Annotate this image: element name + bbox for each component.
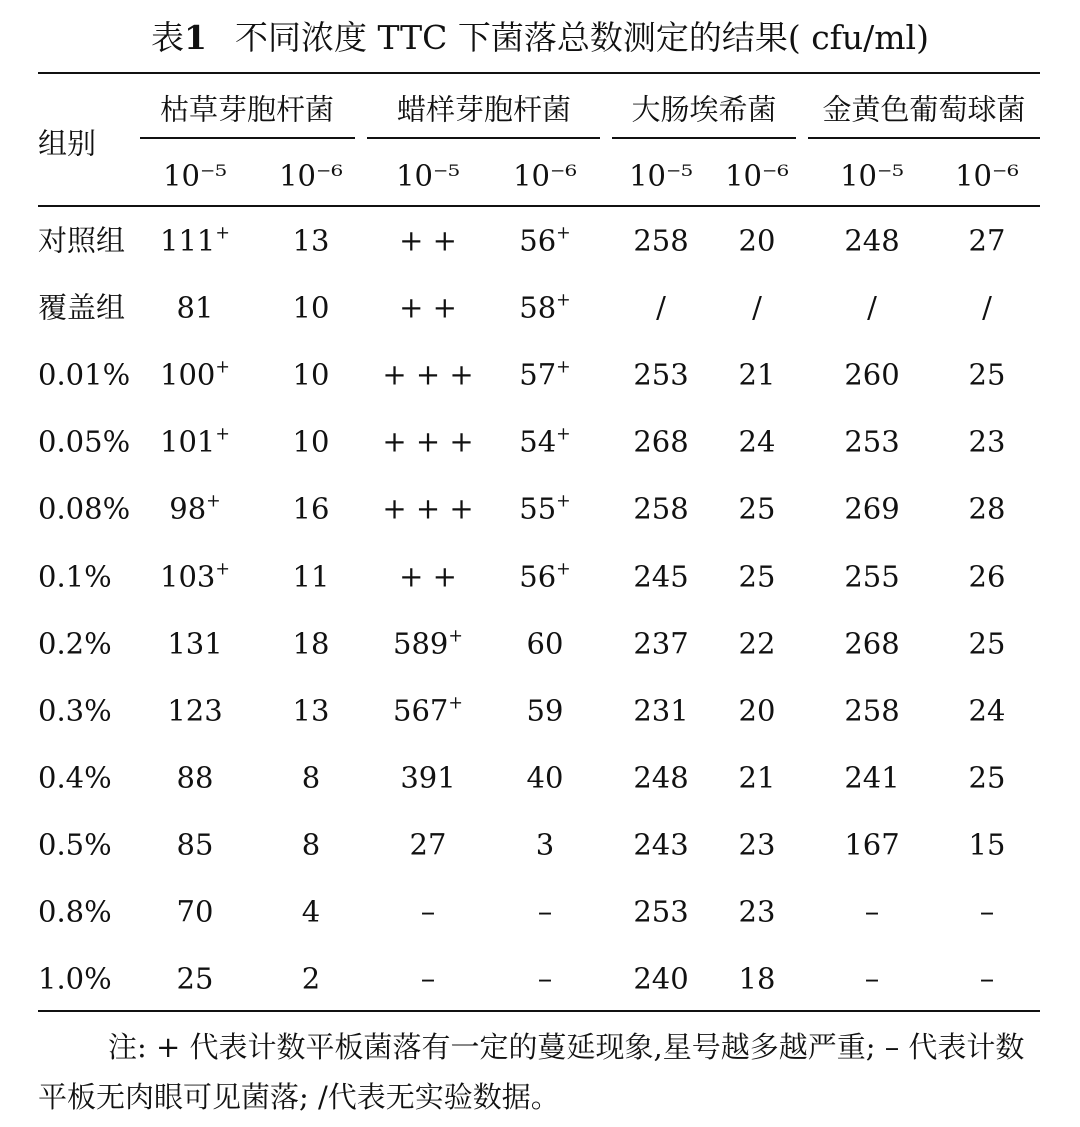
table-cell	[519, 290, 571, 325]
row-group-label: 0.01%	[38, 357, 131, 392]
cell-value: 59	[526, 693, 564, 728]
table-cell	[968, 424, 1006, 459]
bacteria-header: 金黄色葡萄球菌	[822, 92, 1026, 127]
cell-value: 25	[738, 559, 776, 593]
cell-value: 100	[160, 357, 216, 392]
table-cell	[752, 290, 762, 325]
cell-value: –	[420, 961, 436, 996]
table-cell	[738, 357, 776, 392]
cell-value: 101	[160, 424, 216, 459]
table-cell	[844, 559, 900, 593]
table-cell	[864, 961, 880, 996]
cell-value: 16	[292, 491, 330, 526]
table-cell	[738, 559, 776, 593]
table-cell	[844, 424, 900, 459]
cell-value: 54	[519, 424, 557, 459]
cell-value: + + +	[382, 357, 474, 392]
cell-value: 56	[519, 223, 557, 258]
cell-value: 21	[738, 760, 776, 795]
cell-value: 70	[176, 894, 214, 929]
table-cell	[633, 693, 689, 728]
table-cell	[519, 357, 571, 392]
table-note: 注: + 代表计数平板菌落有一定的蔓延现象,星号越多越严重; – 代表计数平板无肉眼可见菌落; /代表无实验数据。	[38, 1030, 1025, 1114]
cell-value: 243	[633, 827, 689, 862]
dilution-header: 10⁻⁶	[513, 158, 577, 193]
cell-value: + + +	[382, 491, 474, 526]
table-cell	[292, 559, 330, 593]
cell-value: 10	[292, 424, 330, 459]
cell-value: 25	[968, 760, 1006, 795]
cell-value: 13	[292, 693, 330, 728]
spread-marker: +	[215, 424, 230, 445]
cell-value: 23	[968, 424, 1006, 459]
table-cell	[968, 760, 1006, 795]
table-cell	[844, 693, 900, 728]
table-cell	[399, 290, 457, 325]
cell-value: 253	[844, 424, 900, 459]
row-group-label: 1.0%	[38, 961, 112, 996]
table-cell	[292, 491, 330, 526]
cell-value: 268	[844, 626, 900, 661]
cell-value: 40	[526, 760, 564, 795]
table-cell	[844, 760, 900, 795]
table-cell	[420, 894, 436, 929]
group-column-header: 组别	[38, 126, 97, 161]
table-cell	[979, 961, 995, 996]
cell-value: 258	[633, 223, 689, 258]
cell-value: 60	[526, 626, 564, 661]
table-cell	[526, 693, 564, 728]
dilution-header: 10⁻⁶	[279, 158, 343, 193]
bacteria-header: 蜡样芽胞杆菌	[396, 92, 572, 127]
table-cell	[167, 626, 223, 661]
spread-marker: +	[556, 290, 571, 311]
subrule-bacillus-cereus	[367, 137, 600, 139]
table-cell	[633, 827, 689, 862]
table-cell	[633, 357, 689, 392]
table-cell	[382, 491, 474, 526]
table-cell	[393, 625, 463, 661]
spread-marker: +	[556, 424, 571, 445]
cell-value: 241	[844, 760, 900, 795]
table-cell	[292, 424, 330, 459]
cell-value: + +	[399, 290, 457, 325]
table-cell	[968, 223, 1006, 258]
cell-value: 253	[633, 894, 689, 929]
cell-value: /	[752, 290, 762, 325]
table-cell	[738, 223, 776, 258]
table-cell	[633, 491, 689, 526]
spread-marker: +	[556, 558, 571, 579]
table-cell	[176, 827, 214, 862]
cell-value: 85	[176, 827, 214, 862]
table-cell	[393, 693, 463, 728]
dilution-header: 10⁻⁵	[629, 158, 693, 193]
table-cell	[292, 693, 330, 728]
table-number: 1	[184, 18, 207, 57]
table-cell	[633, 223, 689, 258]
cell-value: 258	[633, 491, 689, 526]
cell-value: 27	[409, 827, 447, 862]
table-cell	[738, 894, 776, 929]
cell-value: + + +	[382, 424, 474, 459]
table-cell	[537, 961, 553, 996]
table-cell	[844, 827, 900, 862]
table-cell	[844, 223, 900, 258]
row-group-label: 覆盖组	[38, 290, 126, 325]
cell-value: 25	[968, 626, 1006, 661]
cell-value: 25	[176, 961, 214, 996]
row-group-label: 0.5%	[38, 827, 112, 862]
cell-value: 22	[738, 626, 776, 661]
table-cell	[400, 760, 456, 795]
row-group-label: 0.3%	[38, 693, 112, 728]
spread-marker: +	[556, 357, 571, 378]
cell-value: 56	[519, 559, 557, 593]
table-cell	[292, 626, 330, 661]
table-cell	[176, 290, 214, 325]
cell-value: 24	[738, 424, 776, 459]
table-cell	[526, 626, 564, 661]
table-cell	[738, 693, 776, 728]
cell-value: 248	[844, 223, 900, 258]
bacteria-header: 大肠埃希菌	[631, 92, 777, 127]
dilution-header: 10⁻⁵	[840, 158, 904, 193]
cell-value: 23	[738, 894, 776, 929]
table-cell	[633, 626, 689, 661]
cell-value: 260	[844, 357, 900, 392]
header-rule	[38, 205, 1040, 207]
cell-value: 26	[968, 559, 1006, 593]
cell-value: –	[979, 894, 995, 929]
cell-value: 111	[160, 223, 216, 258]
table-cell	[867, 290, 877, 325]
cell-value: 23	[738, 827, 776, 862]
table-cell	[738, 827, 776, 862]
table-cell	[399, 559, 457, 593]
cell-value: 88	[176, 760, 214, 795]
table-cell	[738, 626, 776, 661]
cell-value: 28	[968, 491, 1006, 526]
cell-value: 81	[176, 290, 214, 325]
cell-value: 18	[292, 626, 330, 661]
cell-value: 57	[519, 357, 557, 392]
table-title	[0, 14, 1080, 62]
row-group-label: 0.08%	[38, 491, 131, 526]
cell-value: 21	[738, 357, 776, 392]
table-cell	[169, 491, 221, 526]
dilution-header: 10⁻⁶	[955, 158, 1019, 193]
cell-value: 258	[844, 693, 900, 728]
cell-value: 248	[633, 760, 689, 795]
row-group-label: 0.4%	[38, 760, 112, 795]
spread-marker: +	[448, 625, 463, 646]
table-cell	[968, 626, 1006, 661]
table-cell	[382, 424, 474, 459]
cell-value: 245	[633, 559, 689, 593]
cell-value: –	[537, 894, 553, 929]
cell-value: /	[867, 290, 877, 325]
cell-value: 103	[160, 559, 216, 593]
table-cell	[519, 558, 571, 593]
top-rule	[38, 72, 1040, 74]
table-cell	[301, 827, 321, 862]
table-cell	[633, 894, 689, 929]
table-cell	[160, 357, 230, 392]
spread-marker: +	[215, 357, 230, 378]
cell-value: 24	[968, 693, 1006, 728]
table-cell	[519, 223, 571, 258]
table-cell	[420, 961, 436, 996]
table-cell	[292, 290, 330, 325]
subrule-staphylococcus-aureus	[808, 137, 1040, 139]
dilution-header: 10⁻⁵	[396, 158, 460, 193]
table-cell	[526, 760, 564, 795]
cell-value: 2	[301, 961, 321, 996]
cell-value: 167	[844, 827, 900, 862]
table-cell	[968, 827, 1006, 862]
spread-marker: +	[206, 491, 221, 512]
table-cell	[519, 424, 571, 459]
cell-value: 10	[292, 357, 330, 392]
table-cell	[176, 760, 214, 795]
cell-value: 131	[167, 626, 223, 661]
cell-value: –	[979, 961, 995, 996]
cell-value: 8	[301, 827, 321, 862]
row-group-label: 对照组	[38, 223, 126, 258]
subrule-escherichia-coli	[612, 137, 796, 139]
cell-value: 20	[738, 693, 776, 728]
spread-marker: +	[556, 491, 571, 512]
table-cell	[176, 961, 214, 996]
cell-value: 240	[633, 961, 689, 996]
table-cell	[382, 357, 474, 392]
table-cell	[301, 760, 321, 795]
table-caption: 不同浓度 TTC 下菌落总数测定的结果( cfu/ml)	[234, 18, 929, 57]
table-cell	[738, 424, 776, 459]
row-group-label: 0.8%	[38, 894, 112, 929]
table-cell	[844, 626, 900, 661]
table-cell	[160, 424, 230, 459]
table-cell	[292, 223, 330, 258]
cell-value: 589	[393, 626, 449, 661]
cell-value: 18	[738, 961, 776, 996]
cell-value: 4	[301, 894, 321, 929]
cell-value: 567	[393, 693, 449, 728]
subrule-bacillus-subtilis	[140, 137, 355, 139]
table-label: 表	[151, 18, 184, 57]
table-cell	[633, 559, 689, 593]
cell-value: 20	[738, 223, 776, 258]
table-cell	[633, 424, 689, 459]
table-cell	[968, 559, 1006, 593]
cell-value: 237	[633, 626, 689, 661]
table-cell	[409, 827, 447, 862]
table-cell	[968, 693, 1006, 728]
table-cell	[738, 491, 776, 526]
dilution-header: 10⁻⁶	[725, 158, 789, 193]
cell-value: 123	[167, 693, 223, 728]
cell-value: 253	[633, 357, 689, 392]
cell-value: /	[656, 290, 666, 325]
cell-value: –	[420, 894, 436, 929]
table-cell	[968, 357, 1006, 392]
table-cell	[160, 223, 230, 258]
table-cell	[738, 961, 776, 996]
table-cell	[633, 961, 689, 996]
table-cell	[301, 961, 321, 996]
cell-value: 55	[519, 491, 557, 526]
cell-value: 58	[519, 290, 557, 325]
spread-marker: +	[448, 693, 463, 714]
table-cell	[176, 894, 214, 929]
cell-value: –	[864, 961, 880, 996]
row-group-label: 0.05%	[38, 424, 131, 459]
cell-value: –	[537, 961, 553, 996]
cell-value: 391	[400, 760, 456, 795]
cell-value: 13	[292, 223, 330, 258]
cell-value: + +	[399, 559, 457, 593]
cell-value: 3	[535, 827, 555, 862]
table-cell	[864, 894, 880, 929]
cell-value: 255	[844, 559, 900, 593]
cell-value: 10	[292, 290, 330, 325]
cell-value: 27	[968, 223, 1006, 258]
spread-marker: +	[215, 558, 230, 579]
table-cell	[519, 491, 571, 526]
table-cell	[399, 223, 457, 258]
cell-value: 15	[968, 827, 1006, 862]
table-cell	[844, 357, 900, 392]
row-group-label: 0.1%	[38, 559, 112, 593]
table-cell	[167, 693, 223, 728]
table-cell	[979, 894, 995, 929]
table-cell	[968, 491, 1006, 526]
cell-value: 231	[633, 693, 689, 728]
table-cell	[844, 491, 900, 526]
dilution-header: 10⁻⁵	[163, 158, 227, 193]
bottom-rule	[38, 1010, 1040, 1012]
table-cell	[535, 827, 555, 862]
table-cell	[292, 357, 330, 392]
cell-value: 269	[844, 491, 900, 526]
row-group-label: 0.2%	[38, 626, 112, 661]
table-cell	[738, 760, 776, 795]
cell-value: /	[982, 290, 992, 325]
cell-value: 268	[633, 424, 689, 459]
table-cell	[537, 894, 553, 929]
cell-value: 98	[169, 491, 207, 526]
table-cell	[160, 558, 230, 593]
cell-value: 25	[738, 491, 776, 526]
bacteria-header: 枯草芽胞杆菌	[159, 92, 335, 127]
spread-marker: +	[215, 223, 230, 244]
cell-value: 11	[292, 559, 330, 593]
table-cell	[633, 760, 689, 795]
table-cell	[982, 290, 992, 325]
table-cell	[301, 894, 321, 929]
cell-value: 8	[301, 760, 321, 795]
cell-value: 25	[968, 357, 1006, 392]
cell-value: –	[864, 894, 880, 929]
spread-marker: +	[556, 223, 571, 244]
table-cell	[656, 290, 666, 325]
cell-value: + +	[399, 223, 457, 258]
